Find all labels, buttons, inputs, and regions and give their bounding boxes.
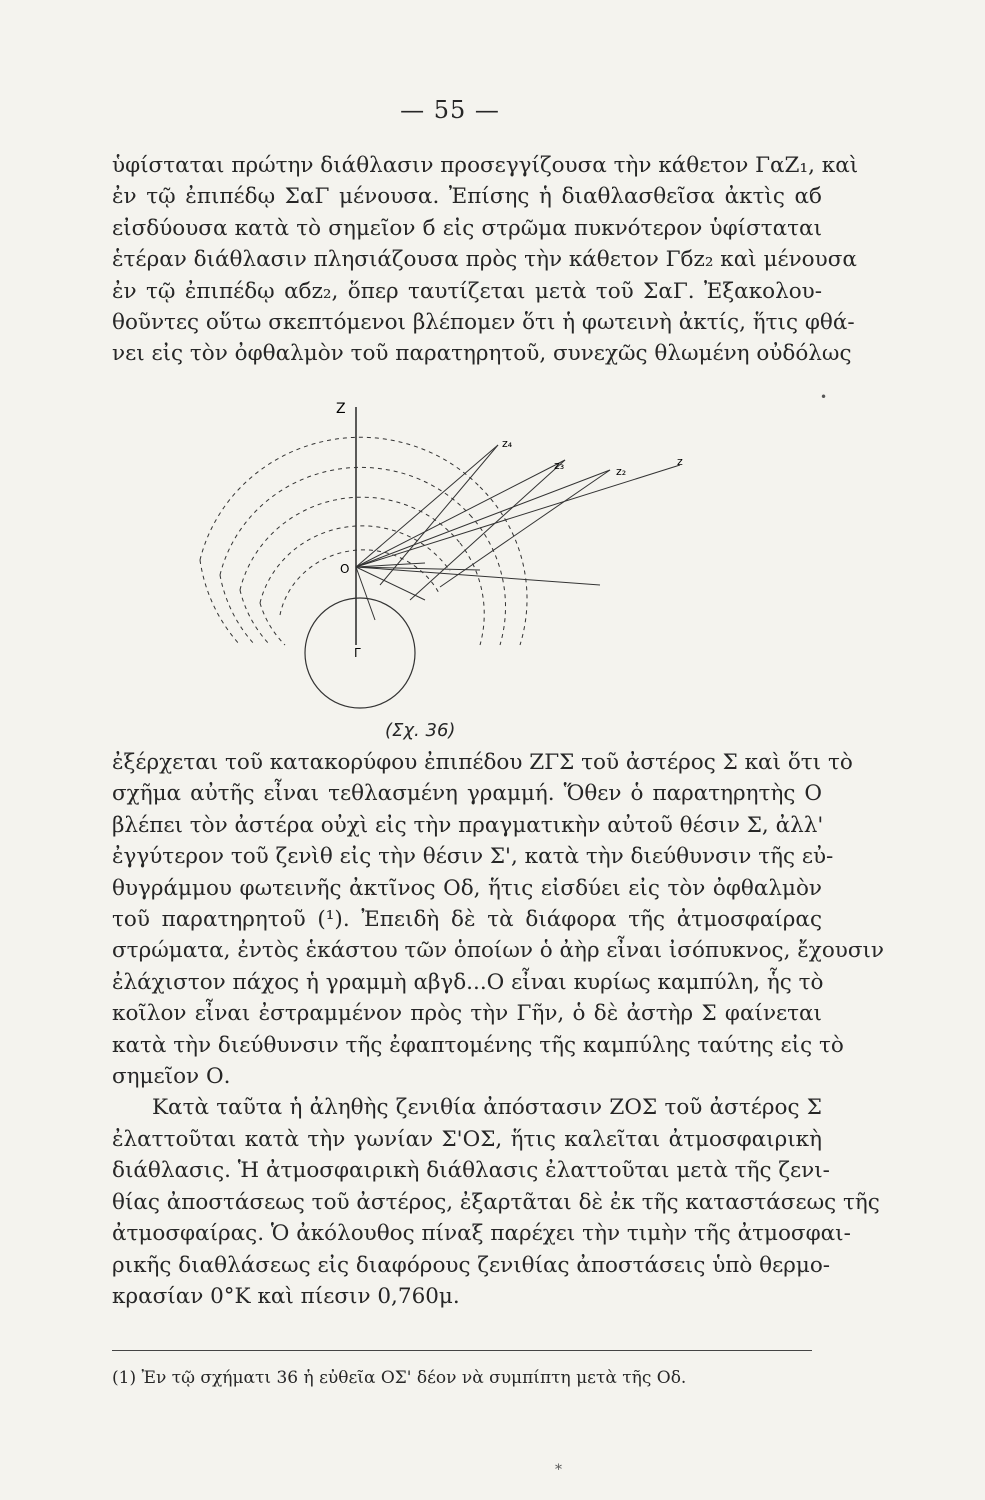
label-z3: z₃ [554,459,565,472]
text-line: ἐλαττοῦται κατὰ τὴν γωνίαν Σ'ΟΣ, ἥτις καλεῖται ἀτμοσφαιρικὴ [112,1126,822,1152]
label-gamma: Γ [354,646,361,660]
label-z4: z₄ [502,437,513,450]
text-line: ἑτέραν διάθλασιν πλησιάζουσα πρὸς τὴν κάθετον Γбz₂ καὶ μένουσα [112,247,857,273]
label-z: Z [336,401,346,417]
text-line: κατὰ τὴν διεύθυνσιν τῆς ἐφαπτομένης τῆς καμπύλης ταύτης εἰς τὸ [112,1032,844,1058]
paragraph-bottom [112,747,885,1312]
text-line: βλέπει τὸν ἀστέρα οὐχὶ εἰς τὴν πραγματικὴν αὐτοῦ θέσιν Σ, ἀλλ' [112,812,824,838]
page-number: — 55 — [400,96,500,124]
text-line: ἐν τῷ ἐπιπέδῳ αбz₂, ὅπερ ταυτίζεται μετὰ τοῦ ΣαΓ. Ἐξακολου- [112,278,822,304]
text-line: ἐξέρχεται τοῦ κατακορύφου ἐπιπέδου ΖΓΣ τοῦ ἀστέρος Σ καὶ ὅτι τὸ [112,750,853,775]
text-line: θοῦντες οὕτω σκεπτόμενοι βλέπομεν ὅτι ἡ φωτεινὴ ἀκτίς, ἥτις φθά- [112,310,855,336]
footnote-divider [112,1350,812,1351]
stray-dot: • [820,390,828,404]
text-line: θυγράμμου φωτεινῆς ἀκτῖνος Οδ, ἥτις εἰσδύει εἰς τὸν ὀφθαλμὸν [112,875,822,901]
footnote: (1) Ἐν τῷ σχήματι 36 ἡ εὐθεῖα ΟΣ' δέον νὰ συμπίπτη μετὰ τῆς Οδ. [112,1368,687,1388]
text-line: Κατὰ ταῦτα ἡ ἀληθὴς ζενιθία ἀπόστασιν ΖΟΣ τοῦ ἀστέρος Σ [152,1095,822,1121]
text-line: ἐγγύτερον τοῦ ζενὶθ εἰς τὴν θέσιν Σ', κατὰ τὴν διεύθυνσιν τῆς εὐ- [112,844,834,870]
text-line: διάθλασις. Ἡ ἀτμοσφαιρικὴ διάθλασις ἐλαττοῦται μετὰ τῆς ζενι- [112,1158,830,1184]
light-rays [356,445,680,620]
text-line: εἰσδύουσα κατὰ τὸ σημεῖον б εἰς στρῶμα πυκνότερον ὑφίσταται [112,215,822,241]
text-line: ἐλάχιστον πάχος ἡ γραμμὴ αβγδ...Ο εἶναι κυρίως καμπύλη, ἧς τὸ [112,969,824,995]
figure-caption: (Σχ. 36) [385,720,456,741]
text-line: θίας ἀποστάσεως τοῦ ἀστέρος, ἐξαρτᾶται δὲ ἐκ τῆς καταστάσεως τῆς [112,1189,880,1215]
refraction-diagram [180,395,740,735]
label-z1: z [677,455,683,468]
label-z2: z₂ [616,465,627,478]
text-line: νει εἰς τὸν ὀφθαλμὸν τοῦ παρατηρητοῦ, συνεχῶς θλωμένη οὐδόλως [112,341,852,367]
text-line: ρικῆς διαθλάσεως εἰς διαφόρους ζενιθίας ἀποστάσεις ὑπὸ θερμο- [112,1252,831,1278]
stray-star: * [555,1462,562,1478]
text-line: ὑφίσταται πρώτην διάθλασιν προσεγγίζουσα τὴν κάθετον ΓαΖ₁, καὶ [112,153,859,178]
text-line: ἀτμοσφαίρας. Ὁ ἀκόλουθος πίναξ παρέχει τὴν τιμὴν τῆς ἀτμοσφαι- [112,1221,851,1247]
text-line: κρασίαν 0°Κ καὶ πίεσιν 0,760μ. [112,1283,460,1309]
paragraph-top [112,150,859,370]
text-line: τοῦ παρατηρητοῦ (¹). Ἐπειδὴ δὲ τὰ διάφορα τῆς ἀτμοσφαίρας [112,907,822,933]
text-line: σχῆμα αὐτῆς εἶναι τεθλασμένη γραμμή. Ὅθεν ὁ παρατηρητὴς Ο [112,781,822,807]
text-line: κοῖλον εἶναι ἐστραμμένον πρὸς τὴν Γῆν, ὁ δὲ ἀστὴρ Σ φαίνεται [112,1001,822,1027]
label-o: O [340,562,350,576]
text-line: ἐν τῷ ἐπιπέδῳ ΣαΓ μένουσα. Ἐπίσης ἡ διαθλασθεῖσα ἀκτὶς αб [112,184,822,210]
text-line: σημεῖον Ο. [112,1064,231,1090]
text-line: στρώματα, ἐντὸς ἑκάστου τῶν ὁποίων ὁ ἀὴρ εἶναι ἰσόπυκνος, ἔχουσιν [112,938,885,964]
